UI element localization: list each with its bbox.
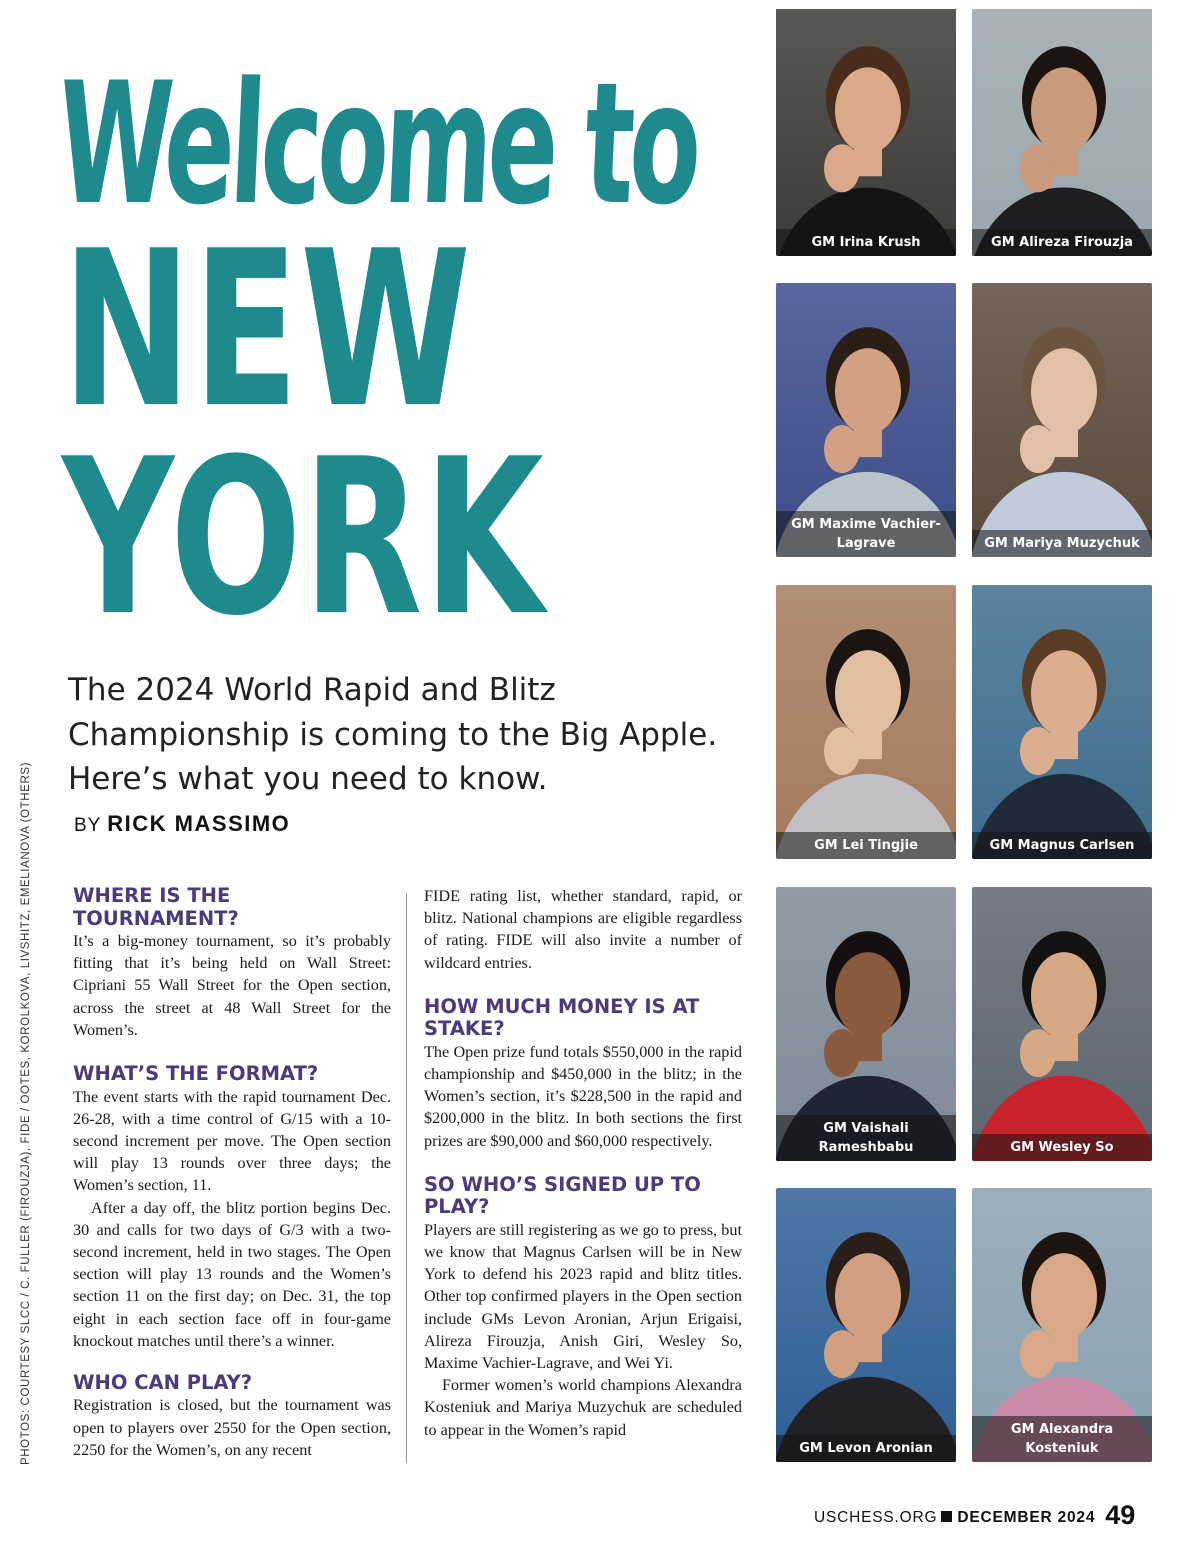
- player-photo: [972, 283, 1152, 557]
- square-bullet-icon: [941, 1511, 952, 1522]
- player-photo: [972, 1188, 1152, 1462]
- body-signed-1: Players are still registering as we go to press, but we know that Magnus Carlsen will be in New York to defend his 2023 rapid and blitz titles. Other top confirmed players in the Open section include GMs Levon Aronian, Arjun Erigaisi, Alireza Firouzja, Anish Giri, Wesley So, Maxime Vachier-Lagrave, and Wei Yi.: [424, 1220, 742, 1373]
- photo-caption: GM Magnus Carlsen: [972, 832, 1152, 860]
- player-portrait-icon: [776, 585, 956, 859]
- player-portrait-icon: [972, 887, 1152, 1161]
- photo-caption: GM Vaishali Rameshbabu: [776, 1115, 956, 1161]
- body-format-1: The event starts with the rapid tournament Dec. 26-28, with a time control of G/15 with a 10-second increment per move. The Open section will play 13 rounds over three days; the Women’s section, 11.: [73, 1087, 391, 1195]
- photo-caption: GM Irina Krush: [776, 229, 956, 257]
- photo-caption: GM Wesley So: [972, 1134, 1152, 1162]
- title-welcome-to: Welcome to: [54, 46, 701, 242]
- photo-caption: GM Maxime Vachier-Lagrave: [776, 511, 956, 557]
- title-york: YORK: [62, 412, 546, 663]
- heading-money: HOW MUCH MONEY IS AT STAKE?: [424, 994, 700, 1041]
- player-portrait-icon: [776, 1188, 956, 1462]
- title-new: NEW: [62, 204, 473, 455]
- player-photo: [972, 585, 1152, 859]
- photo-credit: PHOTOS: COURTESY SLCC / C. FULLER (FIROUZJA), FIDE / OOTES, KOROLKOVA, LIVSHITZ, EMELIANOVA (OTHERS): [20, 761, 32, 1465]
- body-signed-2: Former women’s world champions Alexandra Kosteniuk and Mariya Muzychuk are scheduled to appear in the Women’s rapid: [424, 1376, 742, 1439]
- player-portrait-icon: [776, 0, 956, 256]
- footer-site: USCHESS.ORG: [814, 1509, 938, 1526]
- footer-issue: DECEMBER 2024: [957, 1509, 1096, 1526]
- photo-caption: GM Lei Tingjie: [776, 832, 956, 860]
- player-photo: [776, 0, 956, 256]
- body-who-a: Registration is closed, but the tournament was open to players over 2550 for the Open section, 2250 for the Women’s, on any recent: [73, 1396, 391, 1459]
- heading-who: WHO CAN PLAY?: [73, 1370, 253, 1394]
- player-portrait-icon: [972, 0, 1152, 256]
- page-number: 49: [1105, 1500, 1136, 1530]
- heading-where: WHERE IS THE TOURNAMENT?: [73, 884, 239, 930]
- body-who-b: FIDE rating list, whether standard, rapid, or blitz. National champions are eligible regardless of rating. FIDE will also invite a number of wildcard entries.: [424, 887, 742, 972]
- body-money: The Open prize fund totals $550,000 in the rapid championship and $450,000 in the blitz; in the Women’s section, it’s $228,500 in the rapid and $200,000 in the blitz. In both sections the first prizes are $90,000 and $60,000 respectively.: [424, 1042, 742, 1150]
- player-photo: [776, 887, 956, 1161]
- player-photo: [776, 283, 956, 557]
- player-photo: [776, 1188, 956, 1462]
- photo-caption: GM Alexandra Kosteniuk: [972, 1416, 1152, 1462]
- body-format-2: After a day off, the blitz portion begins Dec. 30 and calls for two days of G/3 with a two-second increment, held in two stages. The Open section will play 13 rounds and the Women’s section 11 on the first day; on Dec. 31, the top eight in each section face off in four-game knockout matches until there’s a winner.: [73, 1198, 391, 1350]
- page-footer: [814, 1500, 1135, 1531]
- photo-caption: GM Mariya Muzychuk: [972, 530, 1152, 558]
- heading-format: WHAT’S THE FORMAT?: [73, 1062, 319, 1086]
- photo-caption: GM Levon Aronian: [776, 1435, 956, 1463]
- player-portrait-icon: [972, 585, 1152, 859]
- article-column-left: [73, 885, 391, 1461]
- player-photo: [776, 585, 956, 859]
- photo-caption: GM Alireza Firouzja: [972, 229, 1152, 257]
- byline-author: RICK MASSIMO: [107, 811, 291, 836]
- player-photo: [972, 887, 1152, 1161]
- heading-signed: SO WHO’S SIGNED UP TO PLAY?: [424, 1172, 701, 1219]
- body-where: It’s a big-money tournament, so it’s probably fitting that it’s being held on Wall Street: Cipriani 55 Wall Street for the Open section, across the street at 48 Wall Street for the Women’s.: [73, 932, 391, 1039]
- article-column-right: [424, 885, 742, 1441]
- article-deck: The 2024 World Rapid and Blitz Championship is coming to the Big Apple. Here’s what you need to know.: [68, 672, 718, 797]
- byline-prefix: BY: [74, 815, 102, 836]
- column-divider: [406, 893, 407, 1463]
- byline: [74, 811, 290, 837]
- player-portrait-icon: [972, 283, 1152, 557]
- player-photo: [972, 0, 1152, 256]
